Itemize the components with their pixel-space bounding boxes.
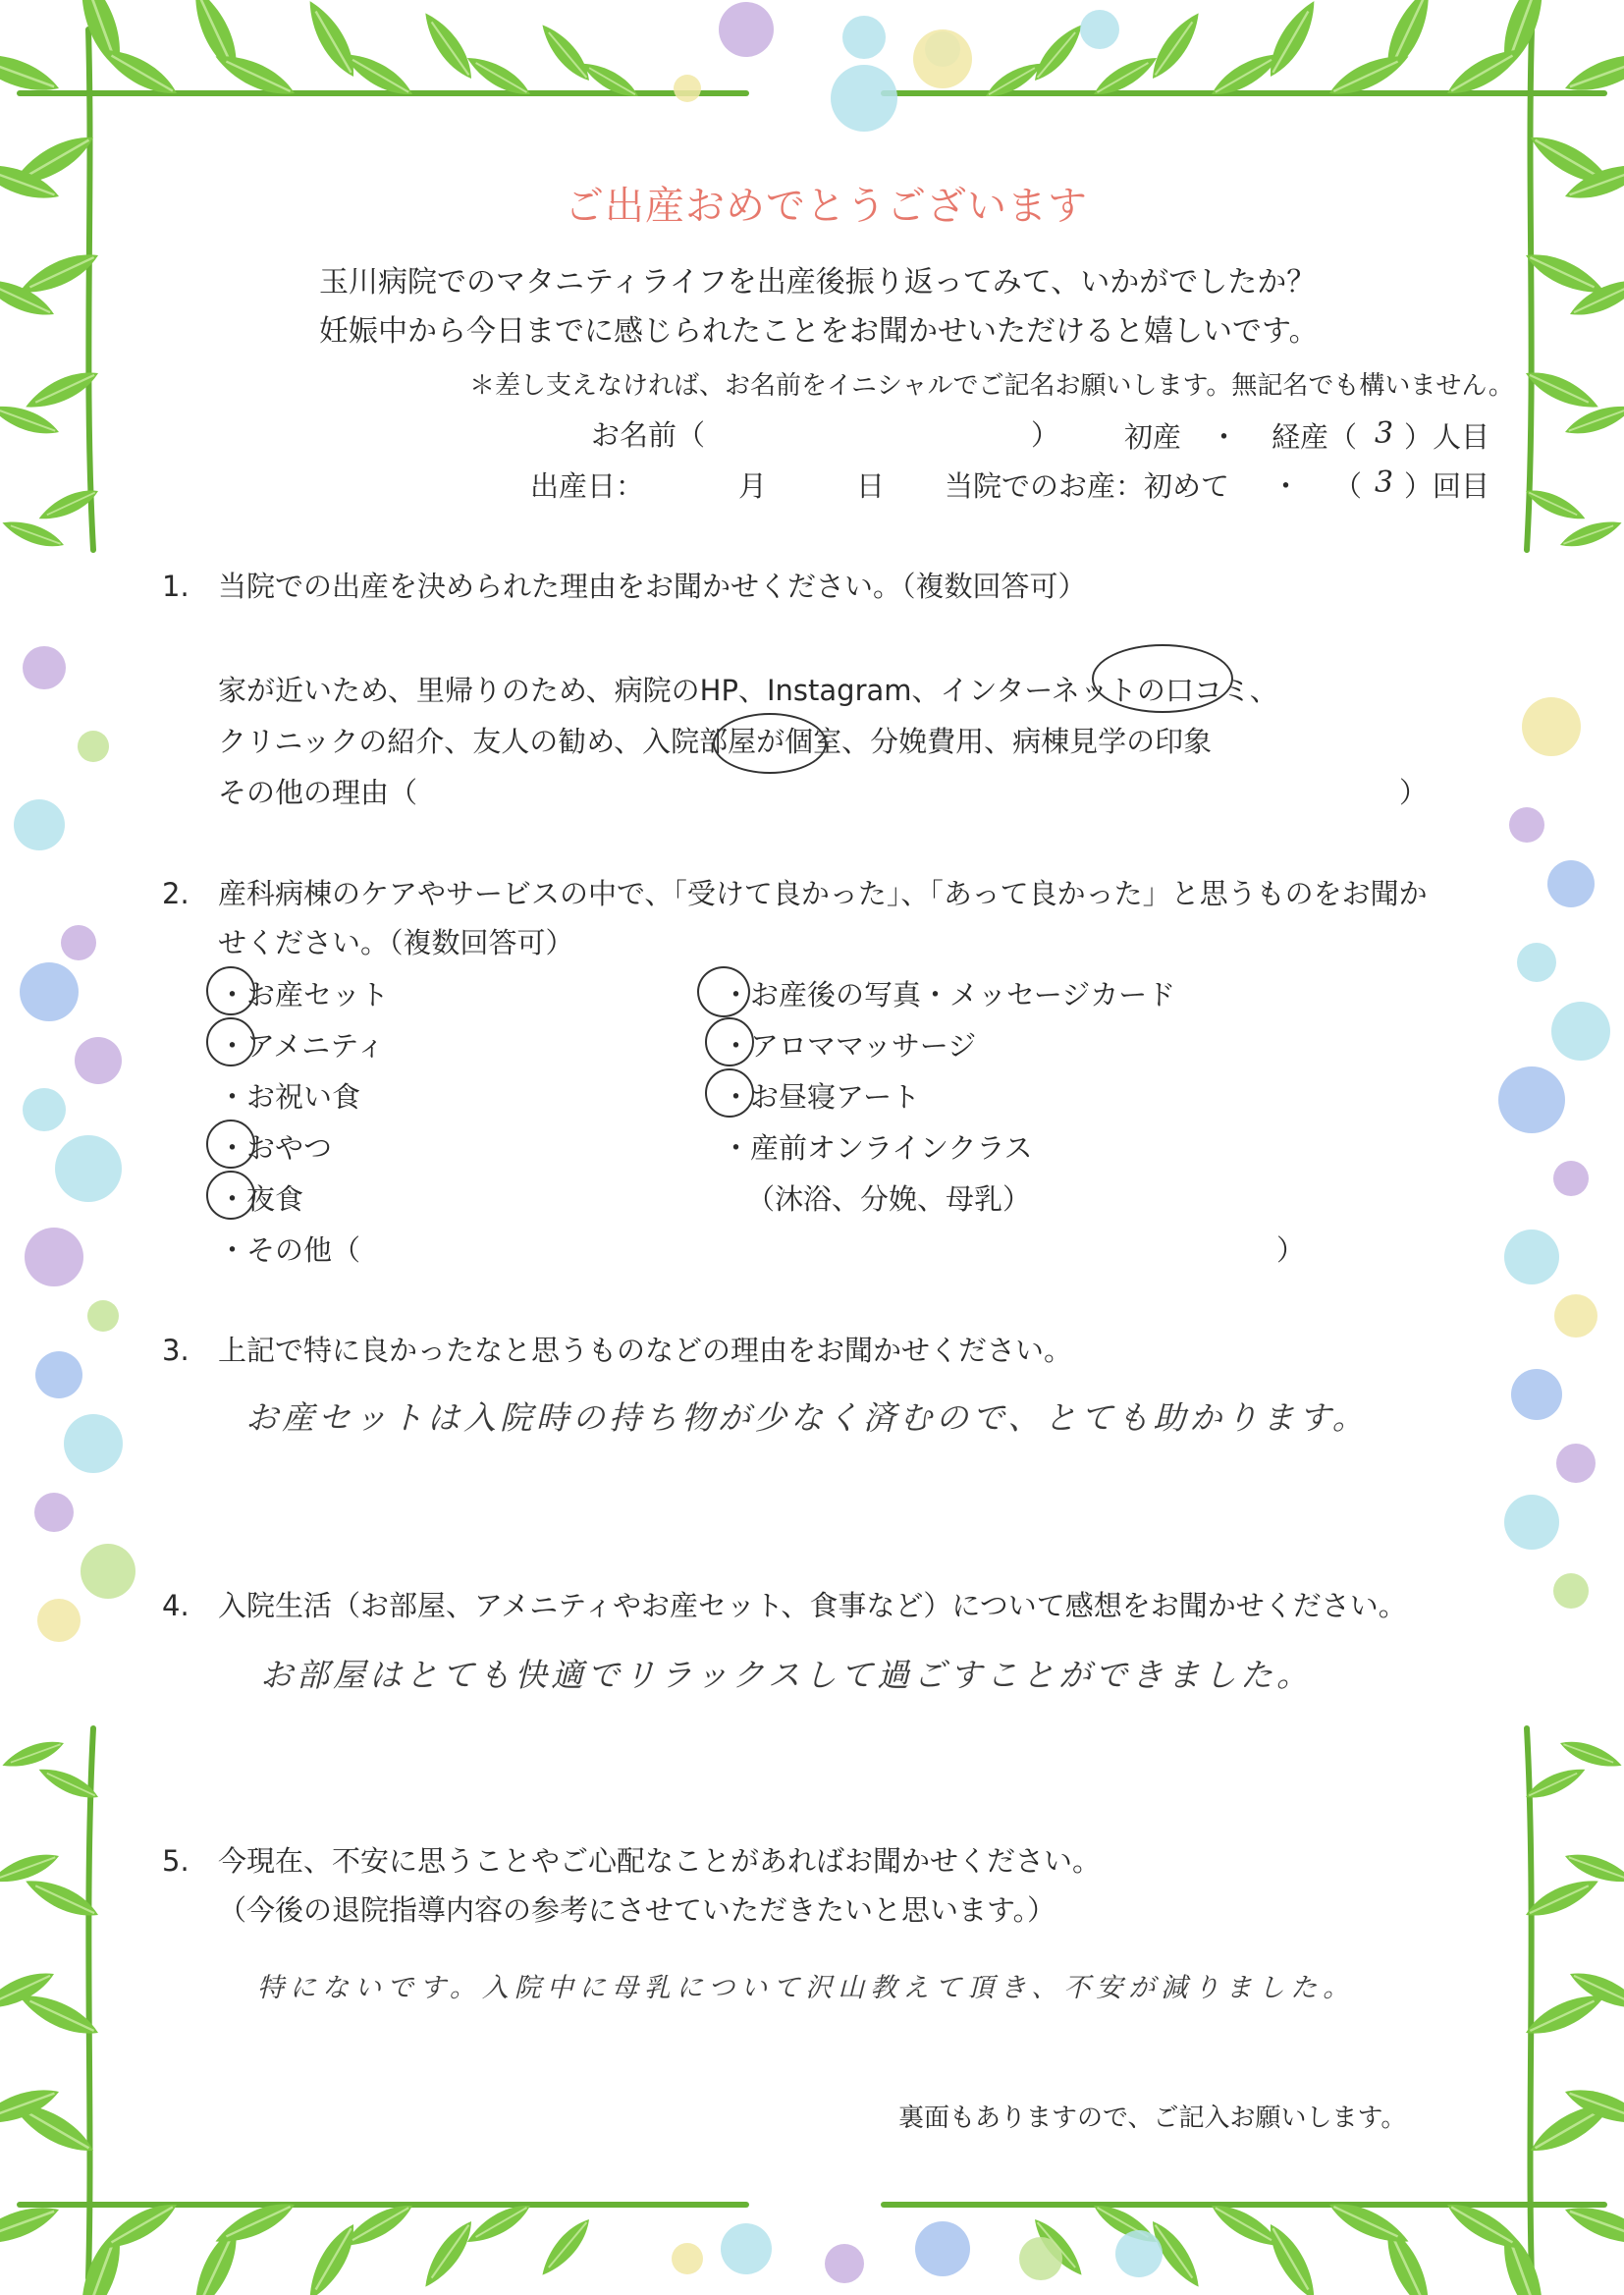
q2-option-snack: ・おやつ — [218, 1131, 333, 1165]
dot-decoration — [1517, 943, 1556, 982]
q2-option-photo-card: ・お産後の写真・メッセージカード — [722, 978, 1176, 1011]
anonymity-note: ＊差し支えなければ、お名前をイニシャルでご記名お願いします。無記名でも構いません。 — [469, 371, 1514, 401]
birth-month: 月 — [738, 469, 768, 503]
first-birth-option: 初産 — [1124, 420, 1182, 454]
dot-decoration — [1115, 2230, 1163, 2277]
dot-decoration — [34, 1493, 74, 1532]
intro-line-2: 妊娠中から今日までに感じられたことをお聞かせいただけると嬉しいです。 — [319, 314, 1319, 349]
dot-decoration — [23, 646, 66, 689]
dot-decoration — [20, 962, 79, 1021]
vine-stem — [1527, 1728, 1532, 2278]
q2-option-other: ・その他（ — [218, 1233, 361, 1267]
q2-other-close: ） — [1276, 1233, 1306, 1267]
dot-decoration — [1547, 860, 1595, 907]
leaf-decoration — [417, 2215, 480, 2293]
leaf-decoration — [417, 7, 480, 84]
q4-number: 4. — [162, 1589, 189, 1622]
q2-number: 2. — [162, 877, 189, 910]
q5-number: 5. — [162, 1844, 189, 1878]
dot-decoration — [87, 1300, 119, 1332]
dot-decoration — [1504, 1229, 1559, 1284]
dot-decoration — [672, 2243, 703, 2274]
leaf-decoration — [1144, 7, 1207, 84]
dot-decoration — [1509, 807, 1544, 843]
q2-online-class-topics: （沐浴、分娩、母乳） — [746, 1182, 1032, 1216]
q2-option-nap-art: ・お昼寝アート — [722, 1080, 921, 1114]
leaf-decoration — [1261, 0, 1325, 82]
leaf-decoration — [535, 19, 597, 86]
vine-stem — [1527, 29, 1532, 550]
circle-mark-aroma-massage — [705, 1017, 754, 1066]
dot-decoration — [842, 16, 886, 59]
leaf-decoration — [1028, 19, 1090, 86]
dot-decoration — [81, 1544, 135, 1599]
q1-number: 1. — [162, 570, 189, 603]
circle-mark-amenity — [206, 1017, 255, 1066]
multi-birth-label: 経産（ — [1272, 420, 1358, 454]
q3-question: 上記で特に良かったなと思うものなどの理由をお聞かせください。 — [218, 1334, 1073, 1367]
q2-option-night-meal: ・夜食 — [218, 1182, 304, 1216]
q5-question-line-1: 今現在、不安に思うことやご心配なことがあればお聞かせください。 — [218, 1844, 1102, 1878]
dot-decoration — [1504, 1495, 1559, 1550]
circle-mark-nap-art — [705, 1068, 754, 1118]
dot-decoration — [719, 2, 774, 57]
q5-question-line-2: （今後の退院指導内容の参考にさせていただきたいと思います。） — [218, 1893, 1056, 1927]
dot-decoration — [721, 2223, 772, 2274]
q1-other-close: ） — [1399, 776, 1429, 809]
dot-decoration — [64, 1414, 123, 1473]
q2-option-amenity: ・アメニティ — [218, 1029, 385, 1063]
dot-decoration — [913, 29, 972, 88]
page-title: ご出産おめでとうございます — [565, 184, 1088, 229]
hospital-birth-label: 当院でのお産：初めて — [945, 469, 1230, 503]
dot-decoration — [825, 2244, 864, 2283]
leaf-decoration — [1261, 2218, 1325, 2295]
vine-stem — [88, 29, 93, 550]
circle-mark-snack — [206, 1120, 255, 1169]
dot-decoration — [1553, 1161, 1589, 1196]
dot-decoration — [61, 925, 96, 960]
name-label: お名前（ — [591, 418, 706, 452]
leaf-decoration — [982, 56, 1047, 104]
birth-day: 日 — [856, 469, 886, 503]
dot-decoration — [55, 1135, 122, 1202]
q2-option-birth-set: ・お産セット — [218, 978, 390, 1011]
q1-other-label: その他の理由（ — [218, 776, 418, 809]
q1-options-line-1: 家が近いため、里帰りのため、病院のHP、Instagram、インターネットの口コミ、 — [218, 674, 1278, 707]
q1-options-line-2: クリニックの紹介、友人の勧め、入院部屋が個室、分娩費用、病棟見学の印象 — [218, 725, 1213, 758]
separator-dot: ・ — [1210, 420, 1239, 454]
circle-mark-internet — [1092, 644, 1233, 713]
q2-question-line-1: 産科病棟のケアやサービスの中で、「受けて良かった」、「あって良かった」と思うものをお聞か — [218, 877, 1428, 910]
dot-decoration — [1019, 2237, 1062, 2280]
leaf-decoration — [535, 2213, 597, 2281]
q2-option-celebration-meal: ・お祝い食 — [218, 1080, 361, 1114]
intro-line-1: 玉川病院でのマタニティライフを出産後振り返ってみて、いかがでしたか？ — [319, 265, 1317, 300]
leaf-decoration — [577, 56, 642, 104]
birth-date-label: 出産日： — [530, 469, 645, 503]
dot-decoration — [674, 75, 701, 102]
q3-number: 3. — [162, 1334, 189, 1367]
hospital-count-suffix: ）回目 — [1404, 469, 1490, 503]
circle-mark-night-meal — [206, 1171, 255, 1220]
leaf-decoration — [0, 1735, 67, 1774]
vine-stem — [88, 1728, 93, 2278]
dot-decoration — [1551, 1002, 1610, 1061]
dot-decoration — [37, 1599, 81, 1642]
circle-mark-birth-set — [206, 966, 255, 1015]
name-close: ） — [1031, 418, 1060, 452]
dot-decoration — [1511, 1369, 1562, 1420]
circle-mark-photo-card — [697, 966, 750, 1017]
leaf-decoration — [0, 515, 67, 553]
hospital-count-open: （ — [1333, 469, 1363, 503]
footer-note: 裏面もありますので、ご記入お願いします。 — [898, 2104, 1407, 2133]
q4-question: 入院生活（お部屋、アメニティやお産セット、食事など）について感想をお聞かせください。 — [218, 1589, 1407, 1622]
dot-decoration — [1498, 1066, 1565, 1133]
q1-question: 当院での出産を決められた理由をお聞かせください。（複数回答可） — [218, 570, 1087, 603]
dot-decoration — [25, 1228, 83, 1286]
q2-option-online-class: ・産前オンラインクラス — [722, 1131, 1033, 1165]
q5-handwritten-answer: 特にないです。入院中に母乳について沢山教えて頂き、不安が減りました。 — [257, 1973, 1356, 2003]
dot-decoration — [1080, 10, 1119, 49]
dot-decoration — [1554, 1294, 1597, 1338]
dot-decoration — [831, 65, 897, 132]
dot-decoration — [14, 799, 65, 850]
multi-birth-suffix: ）人目 — [1404, 420, 1490, 454]
q4-handwritten-answer: お部屋はとても快適でリラックスして過ごすことができました。 — [260, 1656, 1314, 1694]
dot-decoration — [75, 1037, 122, 1084]
dot-decoration — [35, 1351, 82, 1398]
dot-decoration — [1556, 1444, 1596, 1483]
multi-birth-count: 3 — [1375, 416, 1394, 451]
q2-option-aroma-massage: ・アロママッサージ — [722, 1029, 977, 1063]
dot-decoration — [915, 2221, 970, 2276]
dot-decoration — [1553, 1573, 1589, 1609]
hospital-birth-count: 3 — [1375, 465, 1394, 500]
dot-decoration — [23, 1088, 66, 1131]
separator-dot-2: ・ — [1272, 469, 1301, 503]
q2-question-line-2: せください。（複数回答可） — [218, 926, 574, 959]
leaf-decoration — [299, 0, 363, 82]
dot-decoration — [1522, 697, 1581, 756]
circle-mark-private-room — [713, 713, 827, 774]
dot-decoration — [78, 731, 109, 762]
leaf-decoration — [299, 2218, 363, 2295]
leaf-decoration — [1557, 515, 1624, 553]
q3-handwritten-answer: お産セットは入院時の持ち物が少なく済むので、とても助かります。 — [245, 1398, 1369, 1437]
leaf-decoration — [1557, 1735, 1624, 1774]
